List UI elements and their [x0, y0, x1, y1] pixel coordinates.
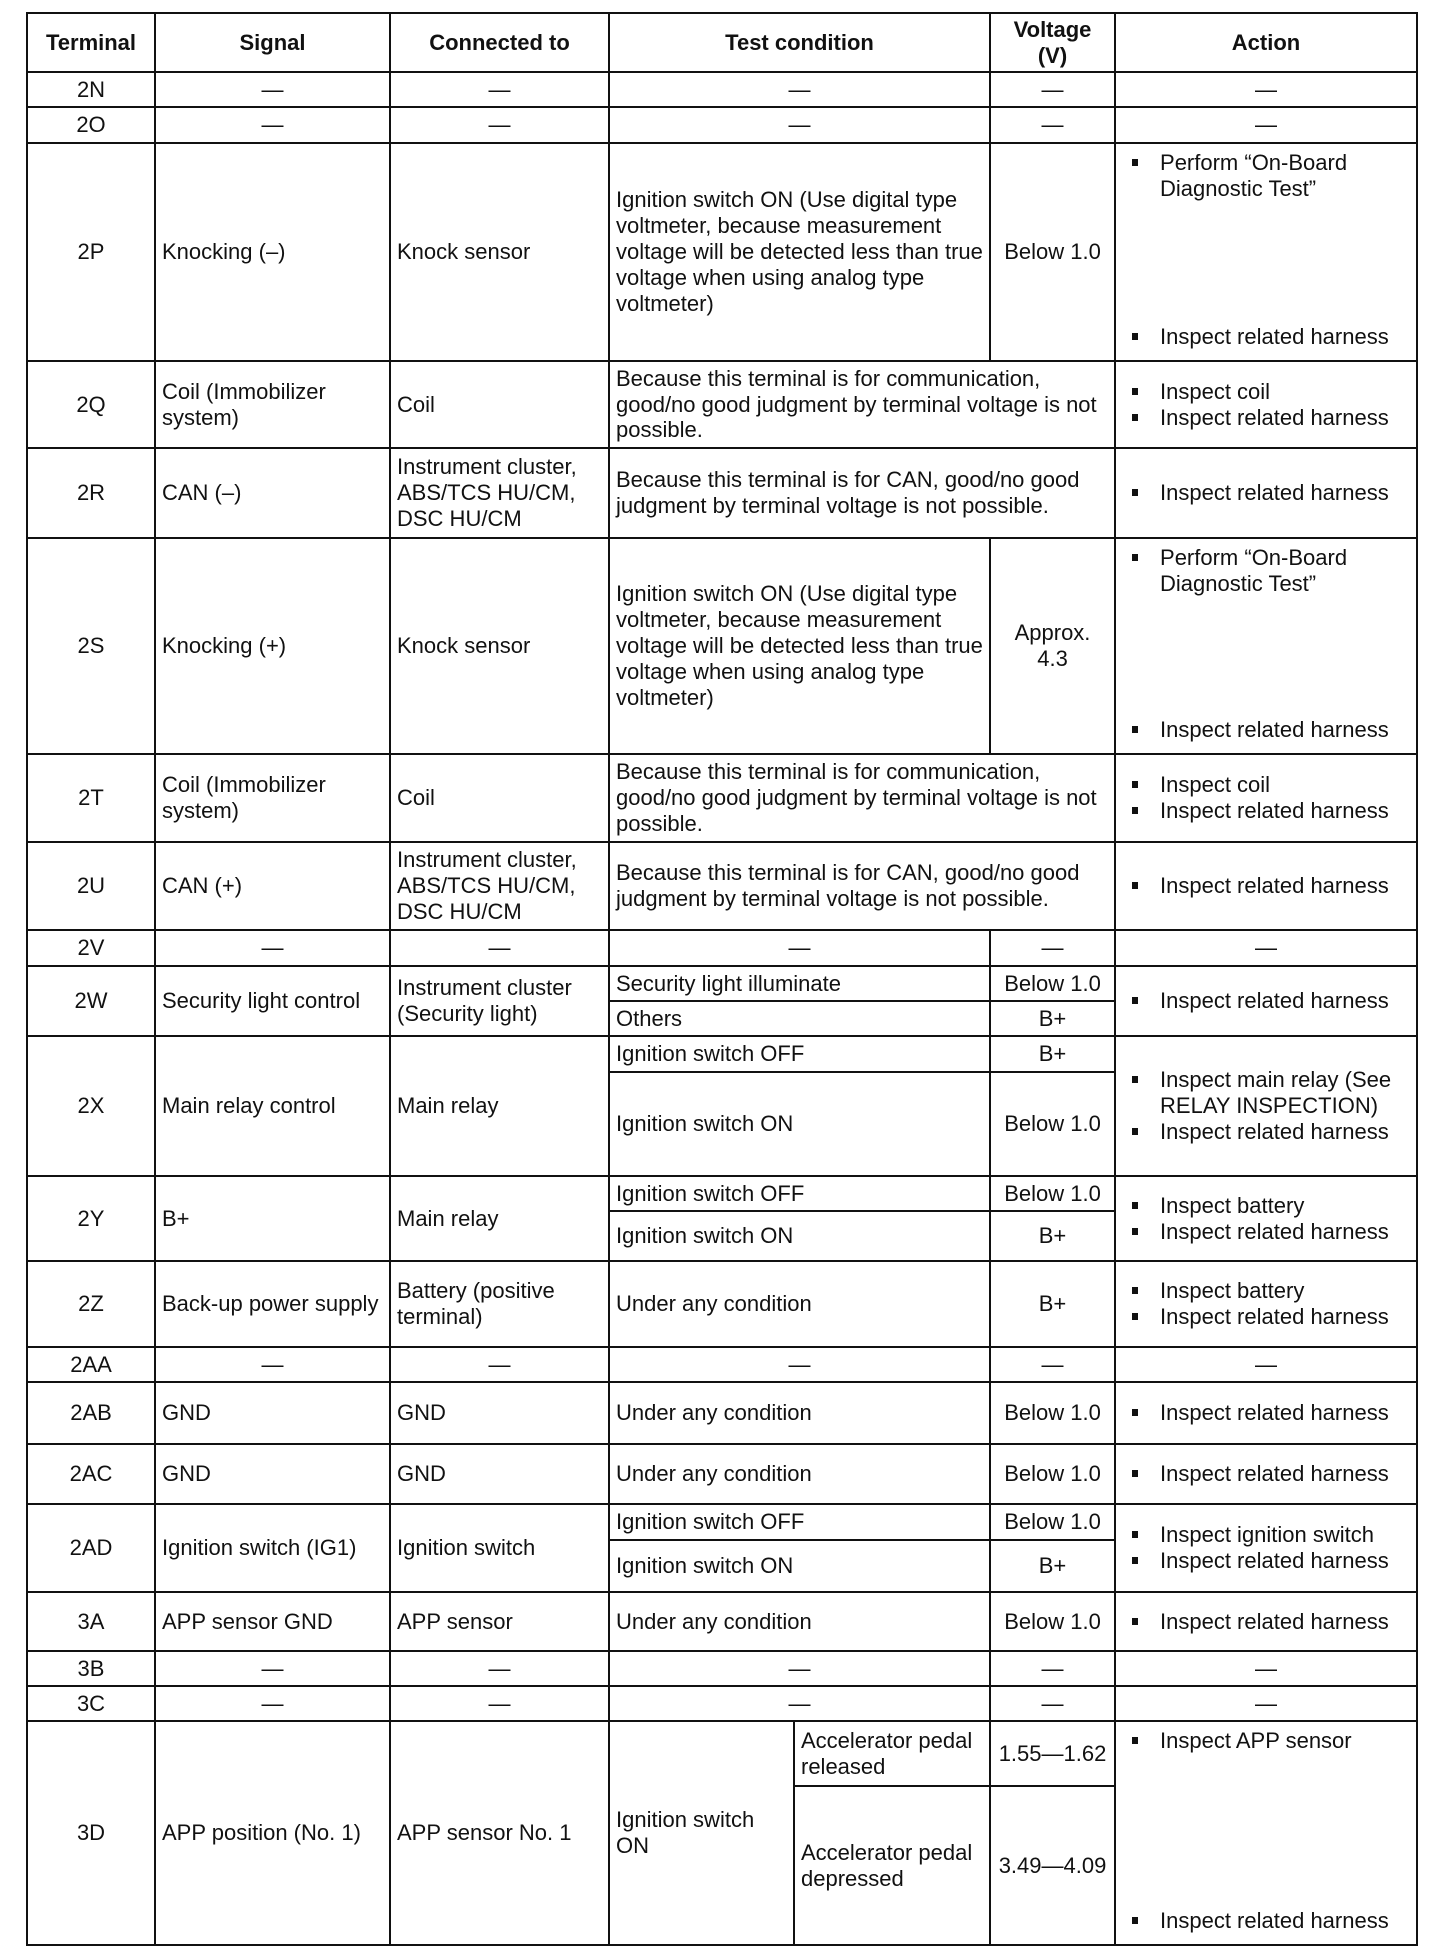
test-condition-cell: Because this terminal is for CAN, good/no good judgment by terminal voltage is not possible. [609, 842, 1115, 930]
action-cell [1115, 448, 1417, 538]
connected-to-cell: Coil [390, 754, 609, 842]
header-test-condition: Test condition [609, 13, 990, 72]
connected-to-cell: GND [390, 1382, 609, 1444]
table-row-3c [27, 1686, 1417, 1721]
test-condition-cell: Ignition switch ON [609, 1540, 990, 1592]
action-list [1122, 1609, 1410, 1635]
action-item: Inspect coil [1160, 379, 1410, 405]
signal-cell: CAN (+) [155, 842, 390, 930]
signal-cell: APP sensor GND [155, 1592, 390, 1651]
voltage-cell: B+ [990, 1261, 1115, 1347]
voltage-cell: Below 1.0 [990, 1072, 1115, 1176]
table-row-2u [27, 842, 1417, 930]
voltage-cell: Below 1.0 [990, 1444, 1115, 1504]
test-condition-cell: Because this terminal is for CAN, good/no good judgment by terminal voltage is not possible. [609, 448, 1115, 538]
signal-cell: — [155, 1686, 390, 1721]
action-cell: — [1115, 1686, 1417, 1721]
terminal-cell: 3B [27, 1651, 155, 1686]
action-cell: — [1115, 1651, 1417, 1686]
terminal-cell: 2O [27, 107, 155, 143]
voltage-cell: — [990, 107, 1115, 143]
test-condition-cell: Others [609, 1001, 990, 1036]
connected-to-cell: — [390, 1347, 609, 1382]
table-row-2ab [27, 1382, 1417, 1444]
action-cell [1115, 361, 1417, 448]
signal-cell: Back-up power supply [155, 1261, 390, 1347]
action-cell [1115, 1176, 1417, 1261]
signal-cell: — [155, 1347, 390, 1382]
test-condition-cell: Because this terminal is for communication, good/no good judgment by terminal voltage is not possible. [609, 754, 1115, 842]
header-row [27, 13, 1417, 72]
test-condition-cell: Under any condition [609, 1261, 990, 1347]
test-condition-cell: Under any condition [609, 1592, 990, 1651]
action-cell [1115, 966, 1417, 1036]
terminal-cell: 2Y [27, 1176, 155, 1261]
action-item: Inspect related harness [1160, 873, 1410, 899]
table-row-2o [27, 107, 1417, 143]
table-row-2s [27, 538, 1417, 754]
terminal-cell: 2V [27, 930, 155, 966]
action-cell [1115, 754, 1417, 842]
connected-to-cell: Knock sensor [390, 143, 609, 361]
connected-to-cell: — [390, 107, 609, 143]
test-condition-cell: Ignition switch ON [609, 1211, 990, 1261]
signal-cell: — [155, 930, 390, 966]
header-signal: Signal [155, 13, 390, 72]
action-list [1122, 480, 1410, 506]
connected-to-cell: Ignition switch [390, 1504, 609, 1592]
voltage-cell: B+ [990, 1001, 1115, 1036]
action-list [1122, 988, 1410, 1014]
terminal-cell: 3C [27, 1686, 155, 1721]
action-item: Inspect related harness [1160, 717, 1410, 743]
action-cell: — [1115, 72, 1417, 107]
action-list [1122, 873, 1410, 899]
terminal-cell: 2AA [27, 1347, 155, 1382]
test-condition-cell: Ignition switch ON [609, 1072, 990, 1176]
voltage-cell: — [990, 1686, 1115, 1721]
table-row-2ac [27, 1444, 1417, 1504]
action-item: Inspect related harness [1160, 1119, 1410, 1145]
connected-to-cell: Knock sensor [390, 538, 609, 754]
table-row-2p [27, 143, 1417, 361]
header-connected-to: Connected to [390, 13, 609, 72]
test-condition-cell: Ignition switch ON (Use digital type voltmeter, because measurement voltage will be detected less than true voltage when using analog type voltmeter) [609, 538, 990, 754]
test-condition-cell: — [609, 72, 990, 107]
signal-cell: APP position (No. 1) [155, 1721, 390, 1945]
voltage-cell: — [990, 930, 1115, 966]
voltage-cell: B+ [990, 1540, 1115, 1592]
action-item: Inspect related harness [1160, 1609, 1410, 1635]
terminal-cell: 2AC [27, 1444, 155, 1504]
connected-to-cell: — [390, 1686, 609, 1721]
table-row-3d [27, 1721, 1417, 1786]
action-cell [1115, 1592, 1417, 1651]
test-condition-cell: Ignition switch OFF [609, 1036, 990, 1072]
connected-to-cell: APP sensor [390, 1592, 609, 1651]
action-item: Inspect related harness [1160, 480, 1410, 506]
signal-cell: Ignition switch (IG1) [155, 1504, 390, 1592]
action-list [1122, 1278, 1410, 1330]
test-condition-cell: Ignition switch OFF [609, 1176, 990, 1211]
signal-cell: — [155, 107, 390, 143]
test-condition-cell: — [609, 930, 990, 966]
voltage-cell: 1.55—1.62 [990, 1721, 1115, 1786]
table-row-2n [27, 72, 1417, 107]
table-row-2x [27, 1036, 1417, 1072]
action-item: Inspect related harness [1160, 798, 1410, 824]
terminal-cell: 2Q [27, 361, 155, 448]
voltage-cell: 3.49—4.09 [990, 1786, 1115, 1945]
signal-cell: CAN (–) [155, 448, 390, 538]
signal-cell: Knocking (–) [155, 143, 390, 361]
test-condition-cell: — [609, 107, 990, 143]
action-item: Inspect related harness [1160, 1548, 1410, 1574]
action-cell [1115, 143, 1417, 361]
action-item: Perform “On-Board Diagnostic Test” [1160, 150, 1410, 202]
action-cell [1115, 1382, 1417, 1444]
table-row-2ad [27, 1504, 1417, 1540]
action-item: Inspect related harness [1160, 988, 1410, 1014]
action-cell: — [1115, 107, 1417, 143]
table-row-2r [27, 448, 1417, 538]
voltage-cell: B+ [990, 1211, 1115, 1261]
connected-to-cell: GND [390, 1444, 609, 1504]
action-list [1122, 1400, 1410, 1426]
voltage-cell: Below 1.0 [990, 1176, 1115, 1211]
signal-cell: GND [155, 1444, 390, 1504]
connected-to-cell: — [390, 930, 609, 966]
action-item: Inspect coil [1160, 772, 1410, 798]
action-list [1122, 1193, 1410, 1245]
signal-cell: Main relay control [155, 1036, 390, 1176]
action-cell: — [1115, 1347, 1417, 1382]
action-list [1122, 1067, 1410, 1145]
action-item: Inspect battery [1160, 1278, 1410, 1304]
action-item: Inspect related harness [1160, 1304, 1410, 1330]
terminal-cell: 2U [27, 842, 155, 930]
signal-cell: GND [155, 1382, 390, 1444]
table-row-2q [27, 361, 1417, 448]
connected-to-cell: Instrument cluster (Security light) [390, 966, 609, 1036]
action-item: Inspect battery [1160, 1193, 1410, 1219]
terminal-cell: 2N [27, 72, 155, 107]
table-row-2z [27, 1261, 1417, 1347]
terminal-cell: 2S [27, 538, 155, 754]
table-row-2t [27, 754, 1417, 842]
action-cell [1115, 842, 1417, 930]
terminal-cell: 2X [27, 1036, 155, 1176]
connected-to-cell: Instrument cluster, ABS/TCS HU/CM, DSC HU/CM [390, 448, 609, 538]
action-cell [1115, 1504, 1417, 1592]
action-list [1122, 379, 1410, 431]
connected-to-cell: Battery (positive terminal) [390, 1261, 609, 1347]
action-list [1122, 1522, 1410, 1574]
action-cell [1115, 1261, 1417, 1347]
action-item: Inspect APP sensor [1160, 1728, 1410, 1754]
action-list [1122, 545, 1410, 743]
table-row-2v [27, 930, 1417, 966]
voltage-cell: Below 1.0 [990, 1504, 1115, 1540]
action-item: Inspect related harness [1160, 1908, 1410, 1934]
terminal-cell: 2Z [27, 1261, 155, 1347]
signal-cell: Coil (Immobilizer system) [155, 754, 390, 842]
voltage-cell: Below 1.0 [990, 1382, 1115, 1444]
signal-cell: Coil (Immobilizer system) [155, 361, 390, 448]
test-condition-cell: — [609, 1651, 990, 1686]
voltage-cell: Approx. 4.3 [990, 538, 1115, 754]
action-cell [1115, 1444, 1417, 1504]
terminal-cell: 2T [27, 754, 155, 842]
action-cell [1115, 1721, 1417, 1945]
test-sub-condition-cell: Accelerator pedal depressed [794, 1786, 990, 1945]
test-condition-cell: Ignition switch OFF [609, 1504, 990, 1540]
signal-cell: B+ [155, 1176, 390, 1261]
test-condition-cell: Because this terminal is for communication, good/no good judgment by terminal voltage is not possible. [609, 361, 1115, 448]
test-condition-cell: Ignition switch ON [609, 1721, 794, 1945]
action-list [1122, 1461, 1410, 1487]
action-list [1122, 772, 1410, 824]
connected-to-cell: — [390, 1651, 609, 1686]
terminal-cell: 2AD [27, 1504, 155, 1592]
terminal-cell: 2P [27, 143, 155, 361]
test-condition-cell: Under any condition [609, 1444, 990, 1504]
connected-to-cell: Main relay [390, 1036, 609, 1176]
action-list [1122, 1728, 1410, 1934]
connected-to-cell: APP sensor No. 1 [390, 1721, 609, 1945]
test-condition-cell: Under any condition [609, 1382, 990, 1444]
action-item: Perform “On-Board Diagnostic Test” [1160, 545, 1410, 597]
terminal-cell: 2AB [27, 1382, 155, 1444]
action-item: Inspect main relay (See RELAY INSPECTION) [1160, 1067, 1410, 1119]
connected-to-cell: Main relay [390, 1176, 609, 1261]
connected-to-cell: — [390, 72, 609, 107]
action-cell [1115, 538, 1417, 754]
voltage-cell: Below 1.0 [990, 143, 1115, 361]
test-condition-cell: — [609, 1347, 990, 1382]
action-item: Inspect ignition switch [1160, 1522, 1410, 1548]
action-item: Inspect related harness [1160, 324, 1410, 350]
terminal-cell: 2R [27, 448, 155, 538]
table-row-3a [27, 1592, 1417, 1651]
voltage-cell: Below 1.0 [990, 966, 1115, 1001]
test-condition-cell: Ignition switch ON (Use digital type voltmeter, because measurement voltage will be detected less than true voltage when using analog type voltmeter) [609, 143, 990, 361]
connected-to-cell: Instrument cluster, ABS/TCS HU/CM, DSC HU/CM [390, 842, 609, 930]
table-row-2aa [27, 1347, 1417, 1382]
test-condition-cell: Security light illuminate [609, 966, 990, 1001]
table-row-2w [27, 966, 1417, 1001]
action-list [1122, 150, 1410, 350]
terminal-cell: 3A [27, 1592, 155, 1651]
signal-cell: Security light control [155, 966, 390, 1036]
terminal-cell: 3D [27, 1721, 155, 1945]
voltage-cell: — [990, 1347, 1115, 1382]
action-item: Inspect related harness [1160, 1219, 1410, 1245]
header-terminal: Terminal [27, 13, 155, 72]
voltage-cell: — [990, 1651, 1115, 1686]
action-item: Inspect related harness [1160, 405, 1410, 431]
action-item: Inspect related harness [1160, 1461, 1410, 1487]
action-cell [1115, 1036, 1417, 1176]
terminal-cell: 2W [27, 966, 155, 1036]
test-condition-cell: — [609, 1686, 990, 1721]
connected-to-cell: Coil [390, 361, 609, 448]
table-row-3b [27, 1651, 1417, 1686]
signal-cell: — [155, 1651, 390, 1686]
header-voltage: Voltage (V) [990, 13, 1115, 72]
table-row-2y [27, 1176, 1417, 1211]
signal-cell: — [155, 72, 390, 107]
signal-cell: Knocking (+) [155, 538, 390, 754]
action-item: Inspect related harness [1160, 1400, 1410, 1426]
terminal-voltage-table [26, 12, 1418, 1946]
header-action: Action [1115, 13, 1417, 72]
action-cell: — [1115, 930, 1417, 966]
voltage-cell: Below 1.0 [990, 1592, 1115, 1651]
test-sub-condition-cell: Accelerator pedal released [794, 1721, 990, 1786]
voltage-cell: B+ [990, 1036, 1115, 1072]
voltage-cell: — [990, 72, 1115, 107]
